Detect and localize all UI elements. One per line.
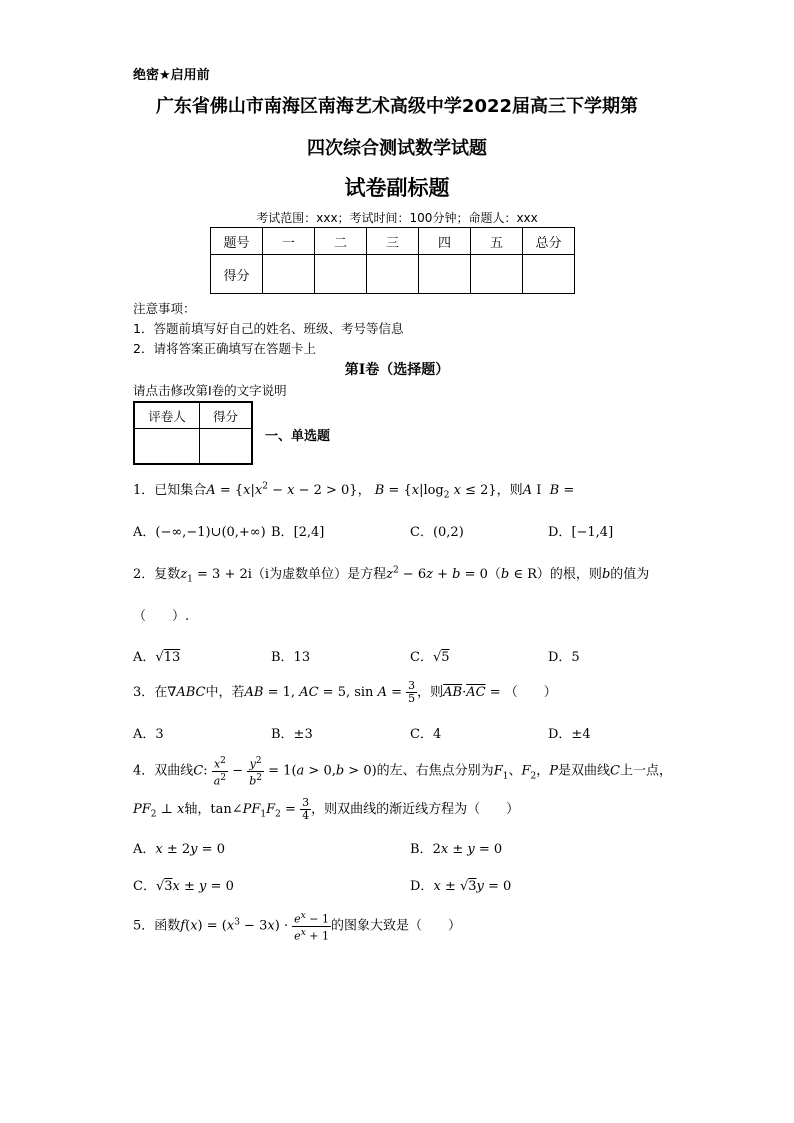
q4-option-d: D．x ± √3y = 0 [410, 879, 512, 894]
score-header-cell: 总分 [523, 228, 575, 255]
score-header-cell: 一 [263, 228, 315, 255]
question-4: 4．双曲线C: $\frac{x^2}{a^2}$ − $\frac{y^2}{b^2}$ = 1(a > 0,b > 0)的左、右焦点分别为$F_1$、$F_2$，P是双曲线C上一点， [133, 756, 672, 788]
q4-option-a: A．x ± 2y = 0 [133, 842, 225, 857]
score-cell [367, 255, 419, 294]
score-header-cell: 四 [419, 228, 471, 255]
q2-option-d: D．5 [548, 650, 580, 665]
question-2: 2．复数$z_1 = 3 + 2i(i$为虚数单位）是方程$z^2 - 6z + b = 0(b$ ∈ R）的根，则b的值为 [133, 565, 650, 585]
q3-option-a: A．3 [133, 727, 164, 742]
part-title: 第I卷（选择题） [344, 362, 450, 378]
notes-item: 2．请将答案正确填写在答题卡上 [133, 341, 316, 356]
notes-item: 1．答题前填写好自己的姓名、班级、考号等信息 [133, 321, 404, 336]
exam-title-line1: 广东省佛山市南海区南海艺术高级中学2022届高三下学期第 [155, 96, 639, 117]
q2-option-c: C．√5 [410, 650, 450, 665]
q2-option-b: B．13 [271, 650, 311, 665]
q2-blank: （ ）. [133, 609, 190, 624]
q4-option-b: B．2x ± y = 0 [410, 842, 503, 857]
score-table [210, 227, 575, 294]
grader-header: 得分 [200, 402, 253, 429]
question-1: 1．已知集合$A = \{x|x^2 - x - 2 > 0\}$， $B = \{x|\log_2$ x ≤ 2}，则A I B = [133, 481, 575, 501]
question-4-line2: $PF_2$ ⊥ x轴，$\tan\angle PF_1F_2$ = $\frac{3}{4}$ ，则双曲线的渐近线方程为（ ） [133, 796, 520, 822]
part-note: 请点击修改第I卷的文字说明 [133, 383, 287, 398]
score-cell [419, 255, 471, 294]
grader-table [133, 401, 253, 465]
q1-option-b: B．[2,4] [271, 525, 325, 540]
grader-cell [134, 429, 200, 465]
grader-header: 评卷人 [134, 402, 200, 429]
q1-option-c: C．(0,2) [410, 525, 464, 540]
q3-option-c: C．4 [410, 727, 442, 742]
q1-option-a: A．(−∞,−1)∪(0,+∞) [133, 525, 266, 540]
q3-option-d: D．±4 [548, 727, 591, 742]
q4-option-c: C．√3x ± y = 0 [133, 879, 234, 894]
score-header-cell: 五 [471, 228, 523, 255]
score-cell [471, 255, 523, 294]
section-heading: 一、单选题 [265, 429, 331, 444]
score-cell [315, 255, 367, 294]
grader-cell [200, 429, 253, 465]
question-5: 5．函数$f(x) = (x^3 - 3x)$ · $\frac{e^x - 1}{e^x + 1}$ 的图象大致是（ ） [133, 911, 461, 943]
confidential-label: 绝密★启用前 [133, 68, 210, 83]
q3-option-b: B．±3 [271, 727, 313, 742]
notes-heading: 注意事项： [133, 301, 196, 316]
question-3: 3．在∇ABC中，若AB = 1, AC = 5, sin A = $\frac{3}{5}$ ，则$\overline{AB}\cdot\overline{AC}$ = （ ） [133, 679, 557, 705]
q2-option-a: A．√13 [133, 650, 181, 665]
notes [133, 299, 403, 359]
exam-subtitle: 试卷副标题 [344, 176, 450, 200]
score-header-cell: 题号 [211, 228, 263, 255]
exam-title-line2: 四次综合测试数学试题 [307, 138, 487, 159]
score-header-cell: 三 [367, 228, 419, 255]
score-cell [523, 255, 575, 294]
exam-meta: 考试范围：xxx；考试时间：100分钟；命题人：xxx [256, 211, 538, 225]
q1-option-d: D．[−1,4] [548, 525, 614, 540]
score-row-label: 得分 [211, 255, 263, 294]
score-header-cell: 二 [315, 228, 367, 255]
score-cell [263, 255, 315, 294]
